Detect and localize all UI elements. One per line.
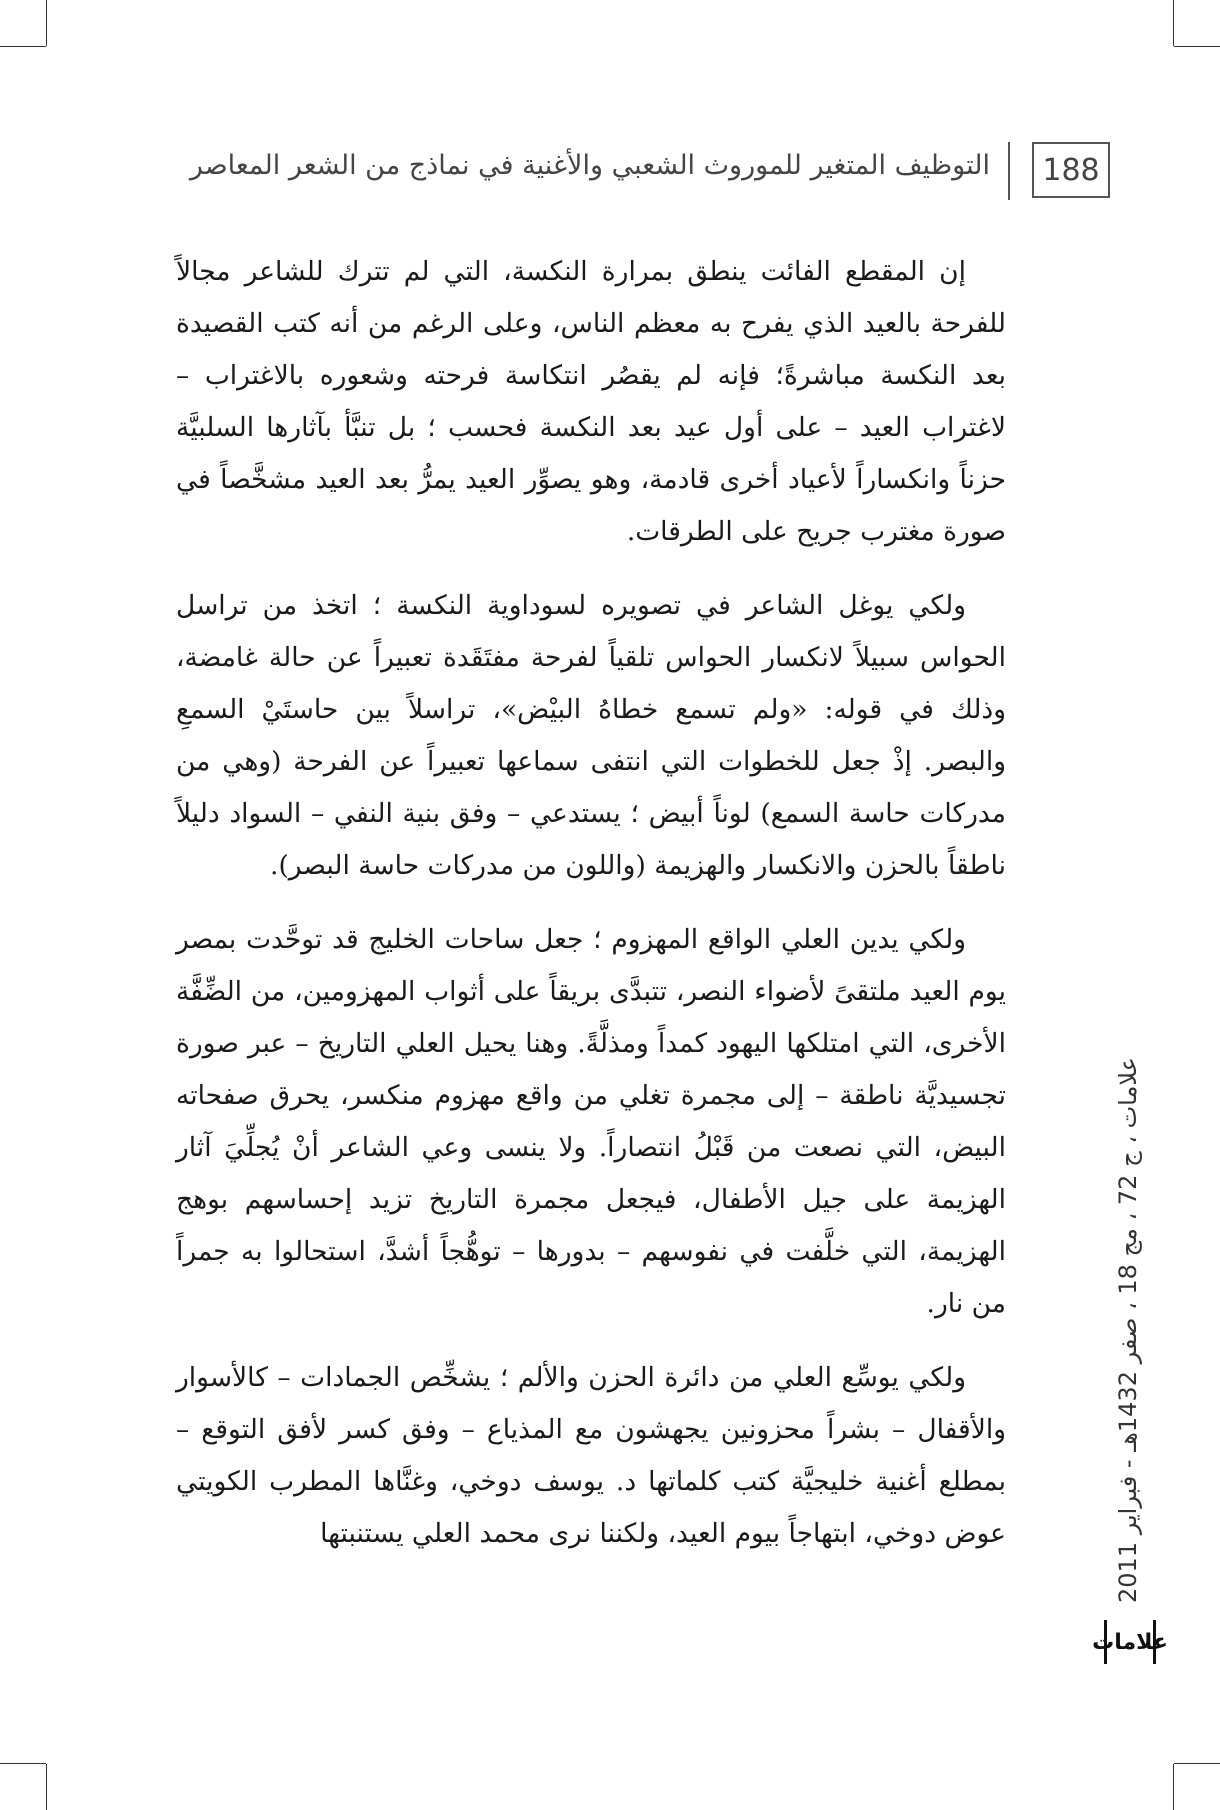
paragraph-2: ولكي يوغل الشاعر في تصويره لسوداوية النكسة ؛ اتخذ من تراسل الحواس سبيلاً لانكسار الحواس تلقياً لفرحة مفتَقَدة تعبيراً عن حالة غامضة، وذلك في قوله: «ولم تسمع خطاهُ البيْض»، تراسلاً بين حاستَيْ السمعِ والبصر. إذْ جعل للخطوات التي انتفى سماعها تعبيراً عن الفرحة (وهي من مدركات حاسة السمع) لوناً أبيض ؛ يستدعي – وفق بنية النفي – السواد دليلاً ناطقاً بالحزن والانكسار والهزيمة (واللون من مدركات حاسة البصر). <box>176 590 1006 881</box>
paragraph-3: ولكي يدين العلي الواقع المهزوم ؛ جعل ساحات الخليج قد توحَّدت بمصر يوم العيد ملتقىً لأضواء النصر، تتبدَّى بريقاً على أثواب المهزومين، من الضِّفَّة الأخرى، التي امتلكها اليهود كمداً ومذلَّةً. وهنا يحيل العلي التاريخ – عبر صورة تجسيديَّة ناطقة – إلى مجمرة تغلي من واقع مهزوم منكسر، يحرق صفحاته البيض، التي نصعت من قَبْلُ انتصاراً. ولا ينسى وعي الشاعر أنْ يُجلِّيَ آثار الهزيمة على جيل الأطفال، فيجعل مجمرة التاريخ تزيد إحساسهم بوهج الهزيمة، التي خلَّفت في نفوسهم – بدورها – توهُّجاً أشدَّ، استحالوا به جمراً من نار. <box>176 924 1006 1319</box>
page-number: 188 <box>1032 142 1110 198</box>
running-title: التوظيف المتغير للموروث الشعبي والأغنية في نماذج من الشعر المعاصر <box>189 150 990 181</box>
article-body <box>176 246 1006 1582</box>
crop-mark-bottom-right-h <box>1174 1763 1220 1764</box>
crop-mark-bottom-left-h <box>0 1763 46 1764</box>
paragraph-1: إن المقطع الفائت ينطق بمرارة النكسة، التي لم تترك للشاعر مجالاً للفرحة بالعيد الذي يفرح به معظم الناس، وعلى الرغم من أنه كتب القصيدة بعد النكسة مباشرةً؛ فإنه لم يقصُر انتكاسة فرحته وشعوره بالاغتراب – لاغتراب العيد – على أول عيد بعد النكسة فحسب ؛ بل تنبَّأ بآثارها السلبيَّة حزناً وانكساراً لأعياد أخرى قادمة، وهو يصوِّر العيد يمرُّ بعد العيد مشخَّصاً في صورة مغترب جريح على الطرقات. <box>176 256 1006 547</box>
paragraph-4: ولكي يوسِّع العلي من دائرة الحزن والألم ؛ يشخِّص الجمادات – كالأسوار والأقفال – بشراً محزونين يجهشون مع المذياع – وفق كسر لأفق التوقع – بمطلع أغنية خليجيَّة كتب كلماتها د. يوسف دوخي، وغنَّاها المطرب الكويتي عوض دوخي، ابتهاجاً بيوم العيد، ولكننا نرى محمد العلي يستنبتها <box>176 1362 1006 1549</box>
crop-mark-top-right-v <box>1173 0 1174 46</box>
journal-issue-info <box>1108 1050 1148 1610</box>
crop-mark-top-right-h <box>1174 46 1220 47</box>
journal-logo: علامات <box>1104 1620 1156 1664</box>
page-header <box>190 142 1110 206</box>
crop-mark-bottom-left-v <box>46 1764 47 1810</box>
crop-mark-top-left-v <box>46 0 47 46</box>
journal-issue-text: علامات ، ج 72 ، مج 18 ، صفر 1432هـ - فبراير 2011 <box>1113 1057 1142 1603</box>
header-divider <box>1008 142 1010 200</box>
crop-mark-bottom-right-v <box>1173 1764 1174 1810</box>
crop-mark-top-left-h <box>0 46 46 47</box>
